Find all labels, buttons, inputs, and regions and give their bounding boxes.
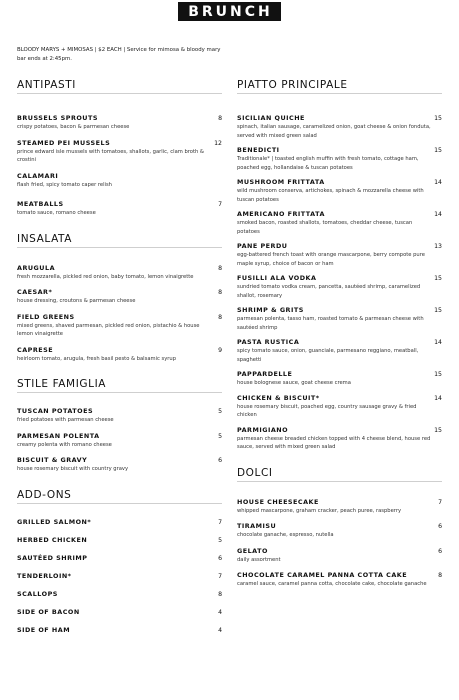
menu-item xyxy=(237,522,442,540)
item-description: creamy polenta with romano cheese xyxy=(17,441,112,448)
menu-item xyxy=(17,554,222,563)
item-price: 5 xyxy=(218,432,222,440)
menu-item xyxy=(237,394,442,420)
item-price: 14 xyxy=(434,179,442,186)
menu-item xyxy=(237,274,442,300)
item-price: 15 xyxy=(434,307,442,314)
menu-item xyxy=(17,590,222,599)
item-price: 15 xyxy=(434,275,442,282)
item-description: egg-battered french toast with orange mascarpone, berry compote pure maple syrup, choice of bacon or ham xyxy=(237,252,425,267)
item-name: CAPRESE xyxy=(17,345,54,354)
item-description: house bolognese sauce, goat cheese crema xyxy=(237,380,351,386)
item-price: 8 xyxy=(218,313,222,321)
section-title: STILE FAMIGLIA xyxy=(17,375,222,393)
item-description: heirloom tomato, arugula, fresh basil pesto & balsamic syrup xyxy=(17,355,176,362)
menu-header xyxy=(0,2,459,21)
menu-item xyxy=(237,370,442,388)
menu-item xyxy=(17,139,222,165)
section-title: DOLCI xyxy=(237,464,442,482)
left-column xyxy=(17,76,222,635)
section-insalata xyxy=(17,230,222,364)
section-title: ADD-ONS xyxy=(17,486,222,504)
menu-item xyxy=(237,242,442,268)
item-description: house rosemary biscuit, poached egg, country sausage gravy & fried chicken xyxy=(237,403,417,418)
intro-note: BLOODY MARYS + MIMOSAS | $2 EACH | Service for mimosa & bloody mary bar ends at 2:45pm. xyxy=(17,47,221,62)
item-name: GRILLED SALMON* xyxy=(17,517,92,526)
item-price: 8 xyxy=(218,289,222,296)
item-name: SIDE OF BACON xyxy=(17,607,80,616)
item-description: fresh mozzarella, pickled red onion, baby tomato, lemon vinaigrette xyxy=(17,273,194,280)
section-stile-famiglia xyxy=(17,375,222,474)
menu-item xyxy=(17,608,222,617)
item-description: spinach, italian sausage, caramelized onion, goat cheese & onion fonduta, served with mixed green salad xyxy=(237,124,431,139)
item-name: PASTA RUSTICA xyxy=(237,338,300,346)
item-name: SICILIAN QUICHE xyxy=(237,114,305,122)
menu-item xyxy=(17,264,222,282)
item-name: CHOCOLATE CARAMEL PANNA COTTA CAKE xyxy=(237,571,408,579)
menu-item xyxy=(17,313,222,339)
item-description: daily assortment xyxy=(237,556,281,563)
item-description: mixed greens, shaved parmesan, pickled red onion, pistachio & house lemon vinaigrette xyxy=(17,322,200,337)
item-price: 4 xyxy=(218,626,222,634)
item-name: ARUGULA xyxy=(17,263,56,272)
item-price: 4 xyxy=(218,608,222,616)
item-description: Traditionale* | toasted english muffin with fresh tomato, cottage ham, poached egg, hollandaise & tuscan potatoes xyxy=(237,156,419,171)
item-price: 13 xyxy=(434,243,442,250)
item-name: SIDE OF HAM xyxy=(17,625,71,634)
menu-item xyxy=(17,432,222,450)
item-name: TENDERLOIN* xyxy=(17,571,72,580)
menu-item xyxy=(17,456,222,474)
item-price: 15 xyxy=(434,147,442,154)
menu-item xyxy=(237,210,442,236)
item-name: BENEDICTI xyxy=(237,146,280,154)
item-description: flash fried, spicy tomato caper relish xyxy=(17,181,112,188)
item-price: 7 xyxy=(218,518,222,526)
item-price: 6 xyxy=(218,554,222,562)
section-piatto-principale xyxy=(237,76,442,452)
item-name: HOUSE CHEESECAKE xyxy=(237,497,319,506)
item-name: HERBED CHICKEN xyxy=(17,535,88,544)
item-price: 6 xyxy=(438,547,442,555)
item-name: TUSCAN POTATOES xyxy=(17,407,94,415)
item-description: caramel sauce, caramel panna cotta, chocolate cake, chocolate ganache xyxy=(237,581,427,587)
menu-item xyxy=(17,407,222,425)
item-name: BRUSSELS SPROUTS xyxy=(17,114,98,122)
menu-item xyxy=(237,146,442,172)
menu-item xyxy=(17,346,222,364)
menu-item xyxy=(17,626,222,635)
item-name: BISCUIT & GRAVY xyxy=(17,456,88,464)
item-price: 6 xyxy=(438,523,442,530)
item-price: 14 xyxy=(434,339,442,346)
item-price: 15 xyxy=(434,426,442,434)
menu-item xyxy=(17,172,222,190)
item-name: AMERICANO FRITTATA xyxy=(237,210,325,218)
menu-item xyxy=(237,547,442,565)
item-description: whipped mascarpone, graham cracker, peach puree, raspberry xyxy=(237,507,402,514)
item-name: FUSILLI ALA VODKA xyxy=(237,274,317,282)
section-add-ons xyxy=(17,486,222,635)
item-name: PAPPARDELLE xyxy=(237,370,293,378)
item-description: tomato sauce, romano cheese xyxy=(17,210,96,216)
menu-title: BRUNCH xyxy=(178,2,281,21)
item-name: FIELD GREENS xyxy=(17,312,75,321)
item-description: fried potatoes with parmesan cheese xyxy=(17,417,114,423)
item-name: PARMESAN POLENTA xyxy=(17,431,100,440)
item-description: wild mushroom conserva, artichokes, spinach & mozzarella cheese with tuscan potatoes xyxy=(237,188,424,203)
section-title: PIATTO PRINCIPALE xyxy=(237,76,442,94)
menu-item xyxy=(237,426,442,452)
item-price: 5 xyxy=(218,408,222,415)
item-name: PANE PERDU xyxy=(237,242,288,250)
item-price: 8 xyxy=(218,115,222,122)
menu-item xyxy=(237,306,442,332)
item-name: MEATBALLS xyxy=(17,200,64,208)
menu-item xyxy=(17,518,222,527)
item-name: SAUTÉED SHRIMP xyxy=(17,553,88,562)
item-name: TIRAMISU xyxy=(237,522,277,530)
menu-item xyxy=(17,288,222,306)
item-description: spicy tomato sauce, onion, guanciale, parmesano reggiano, meatball, spaghetti xyxy=(237,348,419,363)
item-description: smoked bacon, roasted shallots, tomatoes, cheddar cheese, tuscan potatoes xyxy=(237,220,413,235)
section-dolci xyxy=(237,464,442,589)
item-price: 5 xyxy=(218,536,222,544)
item-price: 14 xyxy=(434,394,442,402)
item-name: STEAMED PEI MUSSELS xyxy=(17,138,111,147)
menu-item xyxy=(237,114,442,140)
item-name: SHRIMP & GRITS xyxy=(237,306,304,314)
item-price: 8 xyxy=(438,572,442,579)
item-name: GELATO xyxy=(237,546,268,555)
item-price: 7 xyxy=(438,498,442,506)
item-price: 15 xyxy=(434,115,442,122)
item-price: 7 xyxy=(218,572,222,580)
item-price: 14 xyxy=(434,211,442,218)
section-title: ANTIPASTI xyxy=(17,76,222,94)
item-name: PARMIGIANO xyxy=(237,425,289,434)
item-name: SCALLOPS xyxy=(17,589,58,598)
item-price: 6 xyxy=(218,457,222,464)
item-price: 12 xyxy=(214,139,222,147)
item-description: parmesan polenta, tasso ham, roasted tomato & parmesan cheese with sautéed shrimp xyxy=(237,316,424,331)
menu-item xyxy=(237,178,442,204)
item-name: MUSHROOM FRITTATA xyxy=(237,178,325,186)
menu-item xyxy=(17,114,222,132)
menu-item xyxy=(17,536,222,545)
right-column xyxy=(237,76,442,589)
menu-item xyxy=(237,338,442,364)
item-price: 8 xyxy=(218,590,222,598)
item-price: 7 xyxy=(218,201,222,208)
item-description: sundried tomato vodka cream, pancetta, sautéed shrimp, caramelized shallot, rosemary xyxy=(237,284,421,299)
item-name: CALAMARI xyxy=(17,171,59,180)
item-name: CAESAR* xyxy=(17,288,53,296)
menu-item xyxy=(17,200,222,218)
item-price: 15 xyxy=(434,371,442,378)
item-description: house rosemary biscuit with country gravy xyxy=(17,466,129,472)
item-description: chocolate ganache, espresso, nutella xyxy=(237,532,334,538)
item-price: 9 xyxy=(218,346,222,354)
menu-item xyxy=(237,498,442,516)
item-description: parmesan cheese breaded chicken topped with 4 cheese blend, house red sauce, served with mixed green salad xyxy=(237,435,431,450)
item-description: prince edward isle mussels with tomatoes, shallots, garlic, clam broth & crostini xyxy=(17,148,204,163)
menu-item xyxy=(17,572,222,581)
menu-item xyxy=(237,571,442,589)
item-price: 8 xyxy=(218,264,222,272)
item-name: CHICKEN & BISCUIT* xyxy=(237,393,320,402)
item-description: crispy potatoes, bacon & parmesan cheese xyxy=(17,124,130,130)
section-antipasti xyxy=(17,76,222,218)
section-title: INSALATA xyxy=(17,230,222,248)
item-description: house dressing, croutons & parmesan cheese xyxy=(17,298,136,304)
